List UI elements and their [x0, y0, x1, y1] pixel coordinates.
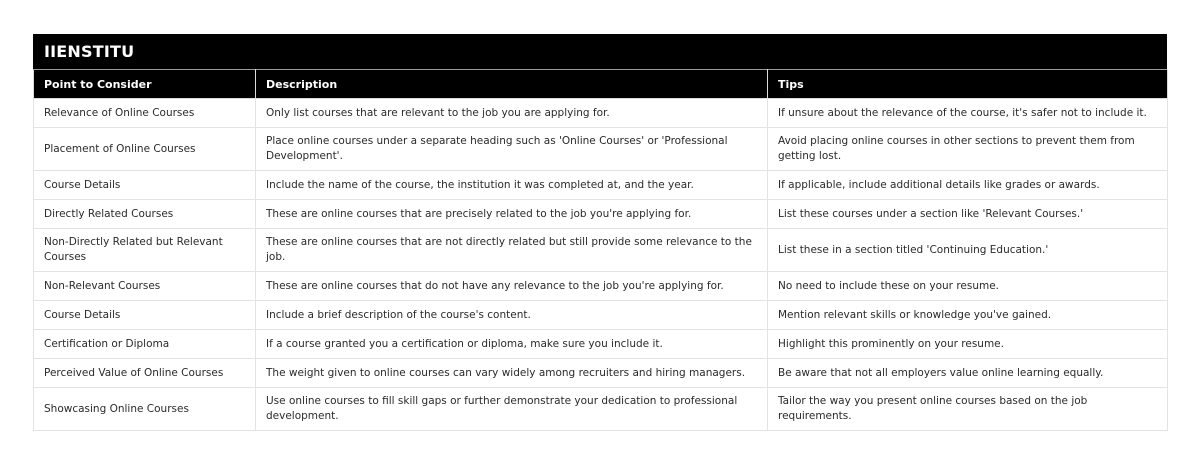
cell-point: Perceived Value of Online Courses: [34, 359, 256, 388]
cell-description: If a course granted you a certification or diploma, make sure you include it.: [256, 330, 768, 359]
cell-description: These are online courses that are not directly related but still provide some relevance to the job.: [256, 229, 768, 272]
cell-description: The weight given to online courses can vary widely among recruiters and hiring managers.: [256, 359, 768, 388]
cell-tips: Mention relevant skills or knowledge you've gained.: [768, 301, 1168, 330]
cell-point: Directly Related Courses: [34, 200, 256, 229]
cell-tips: No need to include these on your resume.: [768, 272, 1168, 301]
cell-point: Showcasing Online Courses: [34, 388, 256, 431]
table-row: [34, 229, 1168, 272]
cell-point: Course Details: [34, 301, 256, 330]
header-description: Description: [256, 70, 768, 99]
table-row: [34, 301, 1168, 330]
cell-point: Non-Directly Related but Relevant Courses: [34, 229, 256, 272]
cell-tips: Avoid placing online courses in other sections to prevent them from getting lost.: [768, 128, 1168, 171]
cell-point: Non-Relevant Courses: [34, 272, 256, 301]
table-header-row: [34, 70, 1168, 99]
cell-point: Course Details: [34, 171, 256, 200]
header-tips: Tips: [768, 70, 1168, 99]
table-row: [34, 272, 1168, 301]
table-row: [34, 359, 1168, 388]
cell-description: These are online courses that do not have any relevance to the job you're applying for.: [256, 272, 768, 301]
table-row: [34, 99, 1168, 128]
tips-table: [33, 69, 1168, 431]
cell-tips: If unsure about the relevance of the course, it's safer not to include it.: [768, 99, 1168, 128]
cell-description: Include the name of the course, the institution it was completed at, and the year.: [256, 171, 768, 200]
cell-point: Relevance of Online Courses: [34, 99, 256, 128]
cell-tips: Be aware that not all employers value online learning equally.: [768, 359, 1168, 388]
cell-tips: Highlight this prominently on your resume.: [768, 330, 1168, 359]
brand-logo-text: IIENSTITU: [44, 42, 135, 61]
table-row: [34, 128, 1168, 171]
cell-description: Include a brief description of the course's content.: [256, 301, 768, 330]
table-row: [34, 171, 1168, 200]
table-row: [34, 388, 1168, 431]
brand-header: [33, 34, 1167, 69]
cell-point: Placement of Online Courses: [34, 128, 256, 171]
content-table-container: [33, 34, 1167, 431]
header-point: Point to Consider: [34, 70, 256, 99]
cell-tips: List these courses under a section like 'Relevant Courses.': [768, 200, 1168, 229]
cell-description: These are online courses that are precisely related to the job you're applying for.: [256, 200, 768, 229]
cell-description: Place online courses under a separate heading such as 'Online Courses' or 'Professional Development'.: [256, 128, 768, 171]
table-row: [34, 200, 1168, 229]
cell-description: Use online courses to fill skill gaps or further demonstrate your dedication to professional development.: [256, 388, 768, 431]
cell-tips: If applicable, include additional details like grades or awards.: [768, 171, 1168, 200]
cell-tips: List these in a section titled 'Continuing Education.': [768, 229, 1168, 272]
cell-tips: Tailor the way you present online courses based on the job requirements.: [768, 388, 1168, 431]
table-row: [34, 330, 1168, 359]
cell-point: Certification or Diploma: [34, 330, 256, 359]
cell-description: Only list courses that are relevant to the job you are applying for.: [256, 99, 768, 128]
